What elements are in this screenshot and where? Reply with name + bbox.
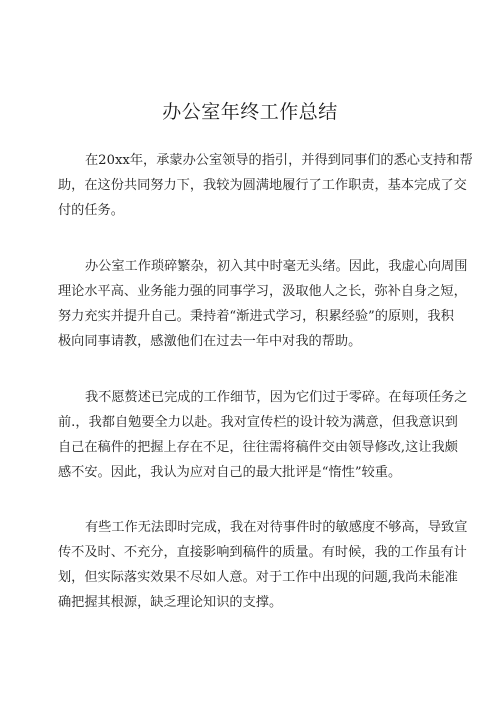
paragraph-line: 在20xx年，承蒙办公室领导的指引，并得到同事们的悉心支持和帮: [85, 153, 473, 168]
paragraph-line: 付的任务。: [58, 203, 124, 218]
paragraph-1: [58, 148, 473, 223]
paragraph-line: 传不及时、不充分，直接影响到稿件的质量。有时候，我的工作虽有计: [58, 545, 467, 560]
paragraph-line: 划，但实际落实效果不尽如人意。对于工作中出现的问题,我尚未能准: [58, 570, 458, 585]
paragraph-line: 我不愿赘述已完成的工作细节，因为它们过于零碎。在每项任务之: [85, 390, 468, 405]
document-title: 办公室年终工作总结: [162, 101, 338, 123]
paragraph-2: [58, 254, 468, 354]
paragraph-line: 感不安。因此，我认为应对自己的最大批评是“惰性”较重。: [58, 465, 402, 480]
paragraph-line: 努力充实并提升自己。秉持着“渐进式学习，积累经验”的原则，我积: [58, 309, 454, 324]
paragraph-line: 理论水平高、业务能力强的同事学习，汲取他人之长，弥补自身之短，: [58, 284, 467, 299]
paragraph-line: 确把握其根源，缺乏理论知识的支撑。: [58, 595, 283, 610]
paragraph-3: [58, 385, 468, 485]
paragraph-line: 有些工作无法即时完成，我在对待事件时的敏感度不够高，导致宣: [85, 520, 468, 535]
paragraph-line: 极向同事请教，感激他们在过去一年中对我的帮助。: [58, 334, 362, 349]
paragraph-4: [58, 515, 468, 615]
paragraph-line: 前.，我都自勉要全力以赴。我对宣传栏的设计较为满意，但我意识到: [58, 415, 458, 430]
paragraph-line: 办公室工作琐碎繁杂，初入其中时毫无头绪。因此，我虚心向周围: [85, 259, 468, 274]
paragraph-line: 自己在稿件的把握上存在不足，往往需将稿件交由领导修改,这让我颇: [58, 440, 458, 455]
paragraph-line: 助，在这份共同努力下，我较为圆满地履行了工作职责，基本完成了交: [58, 178, 467, 193]
